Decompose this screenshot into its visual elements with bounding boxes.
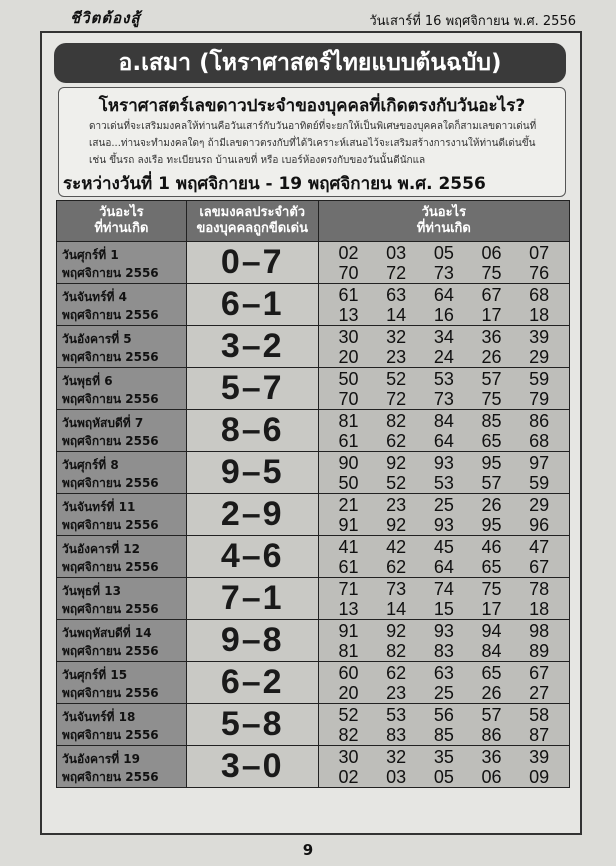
birth-day-cell	[57, 326, 187, 368]
birth-day-cell	[57, 284, 187, 326]
day-label: วันพุธที่ 6	[62, 374, 113, 388]
lucky-number: 73	[433, 388, 454, 409]
number-grid	[319, 411, 569, 451]
lucky-number: 61	[338, 430, 359, 451]
lucky-number: 63	[433, 662, 454, 683]
number-grid	[319, 663, 569, 703]
lucky-number: 30	[338, 746, 359, 767]
lucky-number: 82	[386, 640, 407, 661]
lucky-number: 46	[481, 536, 502, 557]
lucky-number: 87	[529, 724, 550, 745]
lucky-number: 36	[481, 326, 502, 347]
lucky-number: 65	[481, 662, 502, 683]
day-label: วันศุกร์ที่ 1	[62, 248, 119, 262]
article-title: อ.เสมา (โหราศาสตร์ไทยแบบต้นฉบับ)	[54, 43, 566, 83]
lucky-number: 26	[481, 346, 502, 367]
lucky-number: 14	[386, 304, 407, 325]
lucky-number: 56	[433, 704, 454, 725]
number-grid	[319, 285, 569, 325]
number-set-cell	[318, 326, 569, 368]
lucky-number: 90	[338, 452, 359, 473]
lucky-number: 52	[386, 472, 407, 493]
lucky-number: 17	[481, 304, 502, 325]
table-body	[57, 242, 570, 788]
lucky-number: 82	[338, 724, 359, 745]
birth-day-cell	[57, 536, 187, 578]
lucky-number: 07	[529, 242, 550, 263]
lucky-number: 09	[529, 766, 550, 787]
lucky-number: 95	[481, 452, 502, 473]
lucky-number: 67	[529, 662, 550, 683]
lucky-number: 75	[481, 578, 502, 599]
lucky-number: 50	[338, 472, 359, 493]
lucky-number: 57	[481, 472, 502, 493]
lucky-number: 64	[433, 284, 454, 305]
lucky-number: 36	[481, 746, 502, 767]
lucky-number: 50	[338, 368, 359, 389]
article-frame	[40, 31, 582, 835]
number-grid	[319, 495, 569, 535]
lucky-number: 84	[481, 640, 502, 661]
number-grid	[319, 579, 569, 619]
lucky-number: 94	[481, 620, 502, 641]
lucky-pair: 7–1	[186, 578, 318, 620]
lucky-number: 73	[386, 578, 407, 599]
lucky-pair: 5–7	[186, 368, 318, 410]
date-range: ระหว่างวันที่ 1 พฤศจิกายน - 19 พฤศจิกายน พ.ศ. 2556	[63, 174, 486, 194]
lucky-pair: 0–7	[186, 242, 318, 284]
day-label: วันศุกร์ที่ 8	[62, 458, 119, 472]
lucky-number: 53	[433, 472, 454, 493]
lucky-number: 25	[433, 682, 454, 703]
month-label: พฤศจิกายน 2556	[62, 686, 159, 700]
lucky-number: 64	[433, 430, 454, 451]
number-set-cell	[318, 536, 569, 578]
table-row	[57, 494, 570, 536]
number-grid	[319, 243, 569, 283]
lucky-number: 63	[386, 284, 407, 305]
lucky-pair: 2–9	[186, 494, 318, 536]
day-label: วันพุธที่ 13	[62, 584, 121, 598]
birth-day-cell	[57, 368, 187, 410]
lucky-number: 83	[386, 724, 407, 745]
lucky-number: 05	[433, 242, 454, 263]
lucky-number: 06	[481, 242, 502, 263]
lucky-number: 97	[529, 452, 550, 473]
lucky-number: 27	[529, 682, 550, 703]
day-label: วันจันทร์ที่ 11	[62, 500, 136, 514]
lucky-number: 02	[338, 242, 359, 263]
lucky-number: 78	[529, 578, 550, 599]
lucky-number: 72	[386, 388, 407, 409]
day-label: วันอังคารที่ 19	[62, 752, 141, 766]
lucky-number: 81	[338, 640, 359, 661]
lucky-number: 32	[386, 746, 407, 767]
month-label: พฤศจิกายน 2556	[62, 476, 159, 490]
lucky-number: 03	[386, 242, 407, 263]
month-label: พฤศจิกายน 2556	[62, 560, 159, 574]
birth-day-cell	[57, 410, 187, 452]
table-row	[57, 284, 570, 326]
lucky-number: 96	[529, 514, 550, 535]
lucky-number: 72	[386, 262, 407, 283]
lucky-number: 26	[481, 682, 502, 703]
lucky-number: 17	[481, 598, 502, 619]
lucky-number: 70	[338, 262, 359, 283]
header-lucky-pair: เลขมงคลประจำตัว ของบุคคลถูกขีดเด่น	[186, 201, 318, 242]
page-header	[60, 6, 576, 32]
lucky-number: 64	[433, 556, 454, 577]
lucky-number: 02	[338, 766, 359, 787]
header-birth-day: วันอะไร ที่ท่านเกิด	[57, 201, 187, 242]
birth-day-cell	[57, 242, 187, 284]
day-label: วันอังคารที่ 5	[62, 332, 132, 346]
lucky-number: 61	[338, 284, 359, 305]
lucky-number: 86	[481, 724, 502, 745]
lucky-pair: 3–0	[186, 746, 318, 788]
lucky-number: 45	[433, 536, 454, 557]
lucky-number: 20	[338, 346, 359, 367]
number-set-cell	[318, 368, 569, 410]
lucky-number: 52	[338, 704, 359, 725]
birth-day-cell	[57, 452, 187, 494]
lucky-number: 92	[386, 452, 407, 473]
lucky-number: 18	[529, 598, 550, 619]
month-label: พฤศจิกายน 2556	[62, 350, 159, 364]
lucky-number: 95	[481, 514, 502, 535]
lucky-pair: 9–8	[186, 620, 318, 662]
lucky-number: 58	[529, 704, 550, 725]
lucky-number: 89	[529, 640, 550, 661]
lucky-number: 70	[338, 388, 359, 409]
lucky-number: 62	[386, 556, 407, 577]
birth-day-cell	[57, 704, 187, 746]
lucky-number: 53	[433, 368, 454, 389]
lucky-number: 29	[529, 494, 550, 515]
lucky-number: 65	[481, 556, 502, 577]
lucky-number: 62	[386, 430, 407, 451]
number-set-cell	[318, 704, 569, 746]
lucky-number: 16	[433, 304, 454, 325]
lucky-number: 20	[338, 682, 359, 703]
lucky-pair: 9–5	[186, 452, 318, 494]
month-label: พฤศจิกายน 2556	[62, 728, 159, 742]
lucky-number: 92	[386, 514, 407, 535]
lucky-number: 59	[529, 368, 550, 389]
lucky-number: 23	[386, 494, 407, 515]
lucky-number: 98	[529, 620, 550, 641]
day-label: วันศุกร์ที่ 15	[62, 668, 128, 682]
lucky-number: 30	[338, 326, 359, 347]
lucky-number: 25	[433, 494, 454, 515]
table-row	[57, 452, 570, 494]
lucky-number: 75	[481, 388, 502, 409]
page-number: 9	[302, 841, 314, 859]
number-set-cell	[318, 494, 569, 536]
lucky-number: 61	[338, 556, 359, 577]
lucky-number: 39	[529, 326, 550, 347]
lucky-number: 85	[481, 410, 502, 431]
lucky-number: 47	[529, 536, 550, 557]
month-label: พฤศจิกายน 2556	[62, 518, 159, 532]
lucky-number: 74	[433, 578, 454, 599]
lucky-number: 03	[386, 766, 407, 787]
lucky-pair: 8–6	[186, 410, 318, 452]
lucky-number: 60	[338, 662, 359, 683]
lucky-number: 93	[433, 620, 454, 641]
lucky-number: 21	[338, 494, 359, 515]
number-grid	[319, 705, 569, 745]
intro-heading: โหราศาสตร์เลขดาวประจำของบุคคลที่เกิดตรงกับวันอะไร?	[98, 96, 526, 116]
number-grid	[319, 747, 569, 787]
lucky-number: 85	[433, 724, 454, 745]
lucky-number: 06	[481, 766, 502, 787]
lucky-number: 23	[386, 682, 407, 703]
table-row	[57, 578, 570, 620]
lucky-pair: 5–8	[186, 704, 318, 746]
lucky-number: 59	[529, 472, 550, 493]
number-set-cell	[318, 620, 569, 662]
lucky-number: 52	[386, 368, 407, 389]
lucky-number: 67	[481, 284, 502, 305]
lucky-number: 83	[433, 640, 454, 661]
birth-day-cell	[57, 746, 187, 788]
lucky-number: 34	[433, 326, 454, 347]
intro-box	[58, 87, 566, 197]
number-set-cell	[318, 242, 569, 284]
lucky-number: 91	[338, 620, 359, 641]
lucky-number: 41	[338, 536, 359, 557]
birth-day-cell	[57, 578, 187, 620]
lucky-number: 93	[433, 514, 454, 535]
table-row	[57, 662, 570, 704]
month-label: พฤศจิกายน 2556	[62, 266, 159, 280]
publication-logo: ชีวิตต้องสู้	[70, 9, 141, 27]
lucky-number-table	[56, 200, 570, 788]
month-label: พฤศจิกายน 2556	[62, 770, 159, 784]
number-grid	[319, 537, 569, 577]
lucky-number: 81	[338, 410, 359, 431]
lucky-number: 24	[433, 346, 454, 367]
day-label: วันจันทร์ที่ 18	[62, 710, 136, 724]
lucky-number: 67	[529, 556, 550, 577]
lucky-number: 79	[529, 388, 550, 409]
number-grid	[319, 327, 569, 367]
lucky-number: 62	[386, 662, 407, 683]
lucky-number: 18	[529, 304, 550, 325]
lucky-number: 23	[386, 346, 407, 367]
issue-date: วันเสาร์ที่ 16 พฤศจิกายน พ.ศ. 2556	[369, 14, 576, 29]
lucky-number: 65	[481, 430, 502, 451]
number-set-cell	[318, 452, 569, 494]
lucky-number: 91	[338, 514, 359, 535]
lucky-number: 75	[481, 262, 502, 283]
day-label: วันอังคารที่ 12	[62, 542, 141, 556]
table-row	[57, 536, 570, 578]
table-row	[57, 704, 570, 746]
day-label: วันพฤหัสบดีที่ 14	[62, 626, 152, 640]
day-label: วันจันทร์ที่ 4	[62, 290, 127, 304]
month-label: พฤศจิกายน 2556	[62, 308, 159, 322]
month-label: พฤศจิกายน 2556	[62, 434, 159, 448]
table-row	[57, 410, 570, 452]
lucky-number: 82	[386, 410, 407, 431]
lucky-number: 26	[481, 494, 502, 515]
table-row	[57, 746, 570, 788]
number-set-cell	[318, 410, 569, 452]
lucky-number: 13	[338, 598, 359, 619]
table-row	[57, 620, 570, 662]
lucky-number: 92	[386, 620, 407, 641]
lucky-number: 86	[529, 410, 550, 431]
number-set-cell	[318, 284, 569, 326]
lucky-number: 39	[529, 746, 550, 767]
lucky-number: 15	[433, 598, 454, 619]
day-label: วันพฤหัสบดีที่ 7	[62, 416, 144, 430]
lucky-number: 73	[433, 262, 454, 283]
lucky-number: 05	[433, 766, 454, 787]
month-label: พฤศจิกายน 2556	[62, 392, 159, 406]
lucky-number: 76	[529, 262, 550, 283]
birth-day-cell	[57, 662, 187, 704]
lucky-pair: 3–2	[186, 326, 318, 368]
lucky-pair: 4–6	[186, 536, 318, 578]
lucky-number: 14	[386, 598, 407, 619]
number-grid	[319, 621, 569, 661]
table-row	[57, 368, 570, 410]
lucky-number: 53	[386, 704, 407, 725]
birth-day-cell	[57, 620, 187, 662]
birth-day-cell	[57, 494, 187, 536]
lucky-number: 57	[481, 368, 502, 389]
lucky-number: 42	[386, 536, 407, 557]
lucky-number: 29	[529, 346, 550, 367]
lucky-pair: 6–1	[186, 284, 318, 326]
number-grid	[319, 369, 569, 409]
number-grid	[319, 453, 569, 493]
lucky-number: 57	[481, 704, 502, 725]
lucky-number: 84	[433, 410, 454, 431]
table-header-row	[57, 201, 570, 242]
lucky-number: 13	[338, 304, 359, 325]
lucky-number: 68	[529, 430, 550, 451]
intro-text: ดาวเด่นที่จะเสริมมงคลให้ท่านคือวันเสาร์กับวันอาทิตย์ที่จะยกให้เป็นพิเศษของบุคคลใดก็สามเลขดาวเด่นที่เสนอ...ท่านจะทำมงคลใดๆ ถ้ามีเลขดาวตรงกับที่ได้วิเคราะห์เสนอไว้จะเสริมสร้างการงานให้ท่านดีเด่นขึ้น เช่น ขึ้นรถ ลงเรือ ทะเบียนรถ บ้านเลขที่ หรือ เบอร์ห้องตรงกับของวันนั้นดีนักแล	[89, 121, 537, 166]
table-row	[57, 242, 570, 284]
lucky-number: 35	[433, 746, 454, 767]
table-row	[57, 326, 570, 368]
lucky-pair: 6–2	[186, 662, 318, 704]
number-set-cell	[318, 578, 569, 620]
month-label: พฤศจิกายน 2556	[62, 602, 159, 616]
lucky-number: 93	[433, 452, 454, 473]
header-numbers: วันอะไร ที่ท่านเกิด	[318, 201, 569, 242]
number-set-cell	[318, 662, 569, 704]
month-label: พฤศจิกายน 2556	[62, 644, 159, 658]
number-set-cell	[318, 746, 569, 788]
lucky-number: 71	[338, 578, 359, 599]
lucky-number: 32	[386, 326, 407, 347]
lucky-number: 68	[529, 284, 550, 305]
